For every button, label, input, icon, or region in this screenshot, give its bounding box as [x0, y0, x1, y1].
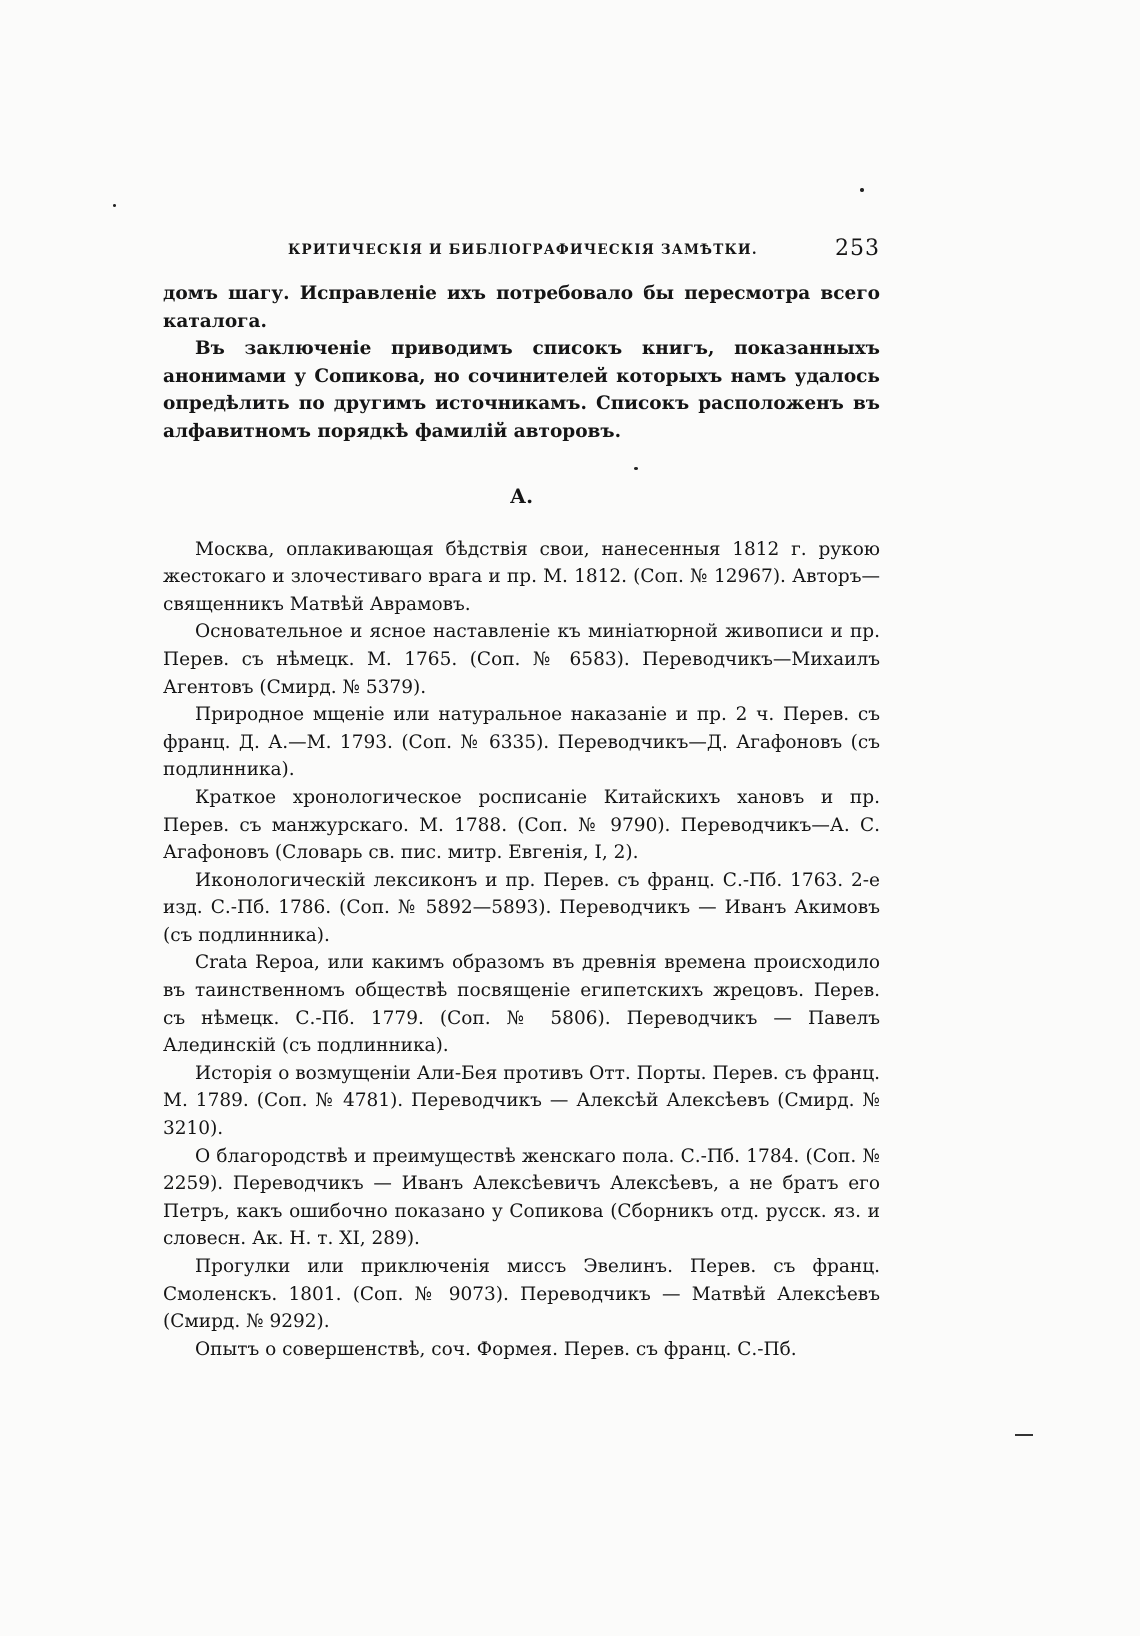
- scan-speck: [113, 204, 116, 207]
- bibliography-entry: Иконологическій лексиконъ и пр. Перев. съ франц. С.-Пб. 1763. 2-е изд. С.-Пб. 1786. (Соп. № 5892—5893). Переводчикъ — Иванъ Акимовъ (съ подлинника).: [163, 869, 880, 946]
- bibliography-entry: Основательное и ясное наставленіе къ миніатюрной живописи и пр. Перев. съ нѣмецк. М. 1765. (Соп. № 6583). Переводчикъ—Михаилъ Агентовъ (Смирд. № 5379).: [163, 621, 880, 698]
- bibliography-entry: Прогулки или приключенія миссъ Эвелинъ. Перев. съ франц. Смоленскъ. 1801. (Соп. № 9073). Переводчикъ — Матвѣй Алексѣевъ (Смирд. № 9292).: [163, 1256, 880, 1333]
- bibliography-entry: О благородствѣ и преимуществѣ женскаго пола. С.-Пб. 1784. (Соп. № 2259). Переводчикъ — Иванъ Алексѣевичъ Алексѣевъ, а не братъ его Петръ, какъ ошибочно показано у Сопикова (Сборникъ отд. русск. яз. и словесн. Ак. Н. т. XI, 289).: [163, 1145, 880, 1250]
- running-header: [163, 236, 880, 270]
- scan-speck: [860, 188, 864, 192]
- bibliography-entry: Природное мщеніе или натуральное наказаніе и пр. 2 ч. Перев. съ франц. Д. А.—М. 1793. (Соп. № 6335). Переводчикъ—Д. Агафоновъ (съ подлинника).: [163, 704, 880, 781]
- page-number: 253: [835, 236, 880, 261]
- bibliography-entry: Краткое хронологическое росписаніе Китайскихъ хановъ и пр. Перев. съ манжурскаго. М. 1788. (Соп. № 9790). Переводчикъ—А. С. Агафоновъ (Словарь св. пис. митр. Евгенія, I, 2).: [163, 786, 880, 864]
- continuation-paragraph: домъ шагу. Исправленіе ихъ потребовало бы пересмотра всего каталога.: [163, 283, 880, 332]
- intro-paragraph: Въ заключеніе приводимъ списокъ книгъ, показанныхъ анонимами у Сопикова, но сочинителей которыхъ намъ удалось опредѣлить по другимъ источникамъ. Списокъ расположенъ въ алфавитномъ порядкѣ фамилій авторовъ.: [163, 338, 880, 442]
- bibliography-entry: Москва, оплакивающая бѣдствія свои, нанесенныя 1812 г. рукою жестокаго и злочестиваго врага и пр. М. 1812. (Соп. № 12967). Авторъ—священникъ Матвѣй Аврамовъ.: [163, 538, 880, 615]
- bibliography-entry: Crata Repoa, или какимъ образомъ въ древнія времена происходило въ таинственномъ обществѣ посвященіе египетскихъ жрецовъ. Перев. съ нѣмецк. С.-Пб. 1779. (Соп. № 5806). Переводчикъ — Павелъ Алединскій (съ подлинника).: [163, 952, 880, 1057]
- text-column: [163, 236, 880, 1363]
- scan-mark: [1015, 1434, 1033, 1436]
- bibliography-entry: Исторія о возмущеніи Али-Бея противъ Отт. Порты. Перев. съ франц. М. 1789. (Соп. № 4781). Переводчикъ — Алексѣй Алексѣевъ (Смирд. № 3210).: [163, 1062, 880, 1140]
- section-heading: А.: [509, 483, 534, 508]
- running-title: КРИТИЧЕСКІЯ И БИБЛІОГРАФИЧЕСКІЯ ЗАМѢТКИ.: [288, 242, 758, 258]
- bibliography-entry: Опытъ о совершенствѣ, соч. Формея. Перев. съ франц. С.-Пб.: [195, 1338, 797, 1360]
